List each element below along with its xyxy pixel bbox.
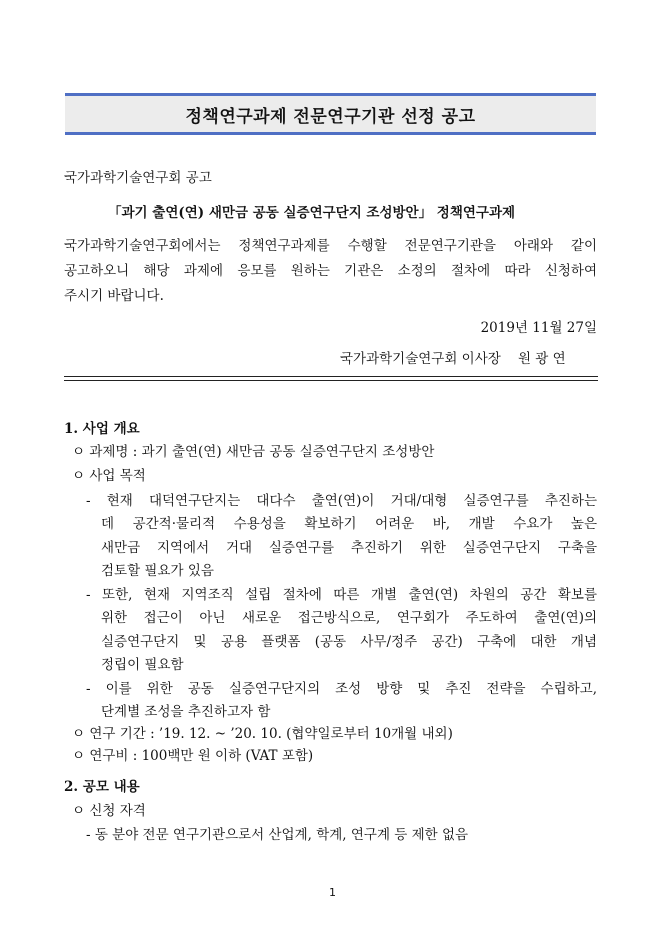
section-heading: 2. 공모 내용: [64, 779, 140, 795]
page-number: 1: [329, 886, 336, 899]
body-line: - 또한, 현재 지역조직 설립 절차에 따른 개별 출연(연) 차원의 공간 확보를: [86, 587, 597, 603]
body-line: 정립이 필요함: [101, 657, 184, 673]
section-heading: 1. 사업 개요: [64, 421, 140, 437]
body-line: ㅇ 연구 기간 : ’19. 12. ~ ’20. 10. (협약일로부터 10개월 내외): [72, 726, 453, 742]
intro-line: 공고하오니 해당 과제에 응모를 원하는 기관은 소정의 절차에 따라 신청하여: [64, 263, 597, 279]
body-line: ㅇ 과제명 : 과기 출연(연) 새만금 공동 실증연구단지 조성방안: [72, 444, 435, 460]
body-line: - 현재 대덕연구단지는 대다수 출연(연)이 거대/대형 실증연구를 추진하는: [86, 493, 597, 509]
body-line: - 동 분야 전문 연구기관으로서 산업계, 학계, 연구계 등 제한 없음: [86, 827, 469, 843]
title-box: [65, 93, 596, 135]
signer-line: 국가과학기술연구회 이사장 원 광 연: [340, 351, 566, 367]
body-line: 실증연구단지 및 공용 플랫폼 (공동 사무/정주 공간) 구축에 대한 개념: [101, 634, 597, 650]
intro-line: 주시기 바랍니다.: [64, 288, 164, 304]
issuer-line: 국가과학기술연구회 공고: [64, 170, 212, 186]
body-line: 위한 접근이 아닌 새로운 접근방식으로, 연구회가 주도하여 출연(연)의: [101, 610, 597, 626]
page-title: 정책연구과제 전문연구기관 선정 공고: [185, 106, 476, 127]
intro-line: 국가과학기술연구회에서는 정책연구과제를 수행할 전문연구기관을 아래와 같이: [64, 238, 597, 254]
body-line: ㅇ 신청 자격: [72, 803, 146, 819]
body-line: ㅇ 연구비 : 100백만 원 이하 (VAT 포함): [72, 748, 314, 764]
body-line: 새만금 지역에서 거대 실증연구를 추진하기 위한 실증연구단지 구축을: [101, 540, 597, 556]
body-line: 데 공간적·물리적 수용성을 확보하기 어려운 바, 개발 수요가 높은: [101, 516, 597, 532]
body-line: 검토할 필요가 있음: [101, 563, 214, 579]
body-line: ㅇ 사업 목적: [72, 468, 146, 484]
body-line: - 이를 위한 공동 실증연구단지의 조성 방향 및 추진 전략을 수립하고,: [86, 681, 597, 697]
body-line: 단계별 조성을 추진하고자 함: [101, 704, 271, 720]
notice-date: 2019년 11월 27일: [480, 320, 597, 336]
double-rule-divider: [64, 376, 598, 381]
subject-line: 「과기 출연(연) 새만금 공동 실증연구단지 조성방안」 정책연구과제: [108, 205, 516, 221]
